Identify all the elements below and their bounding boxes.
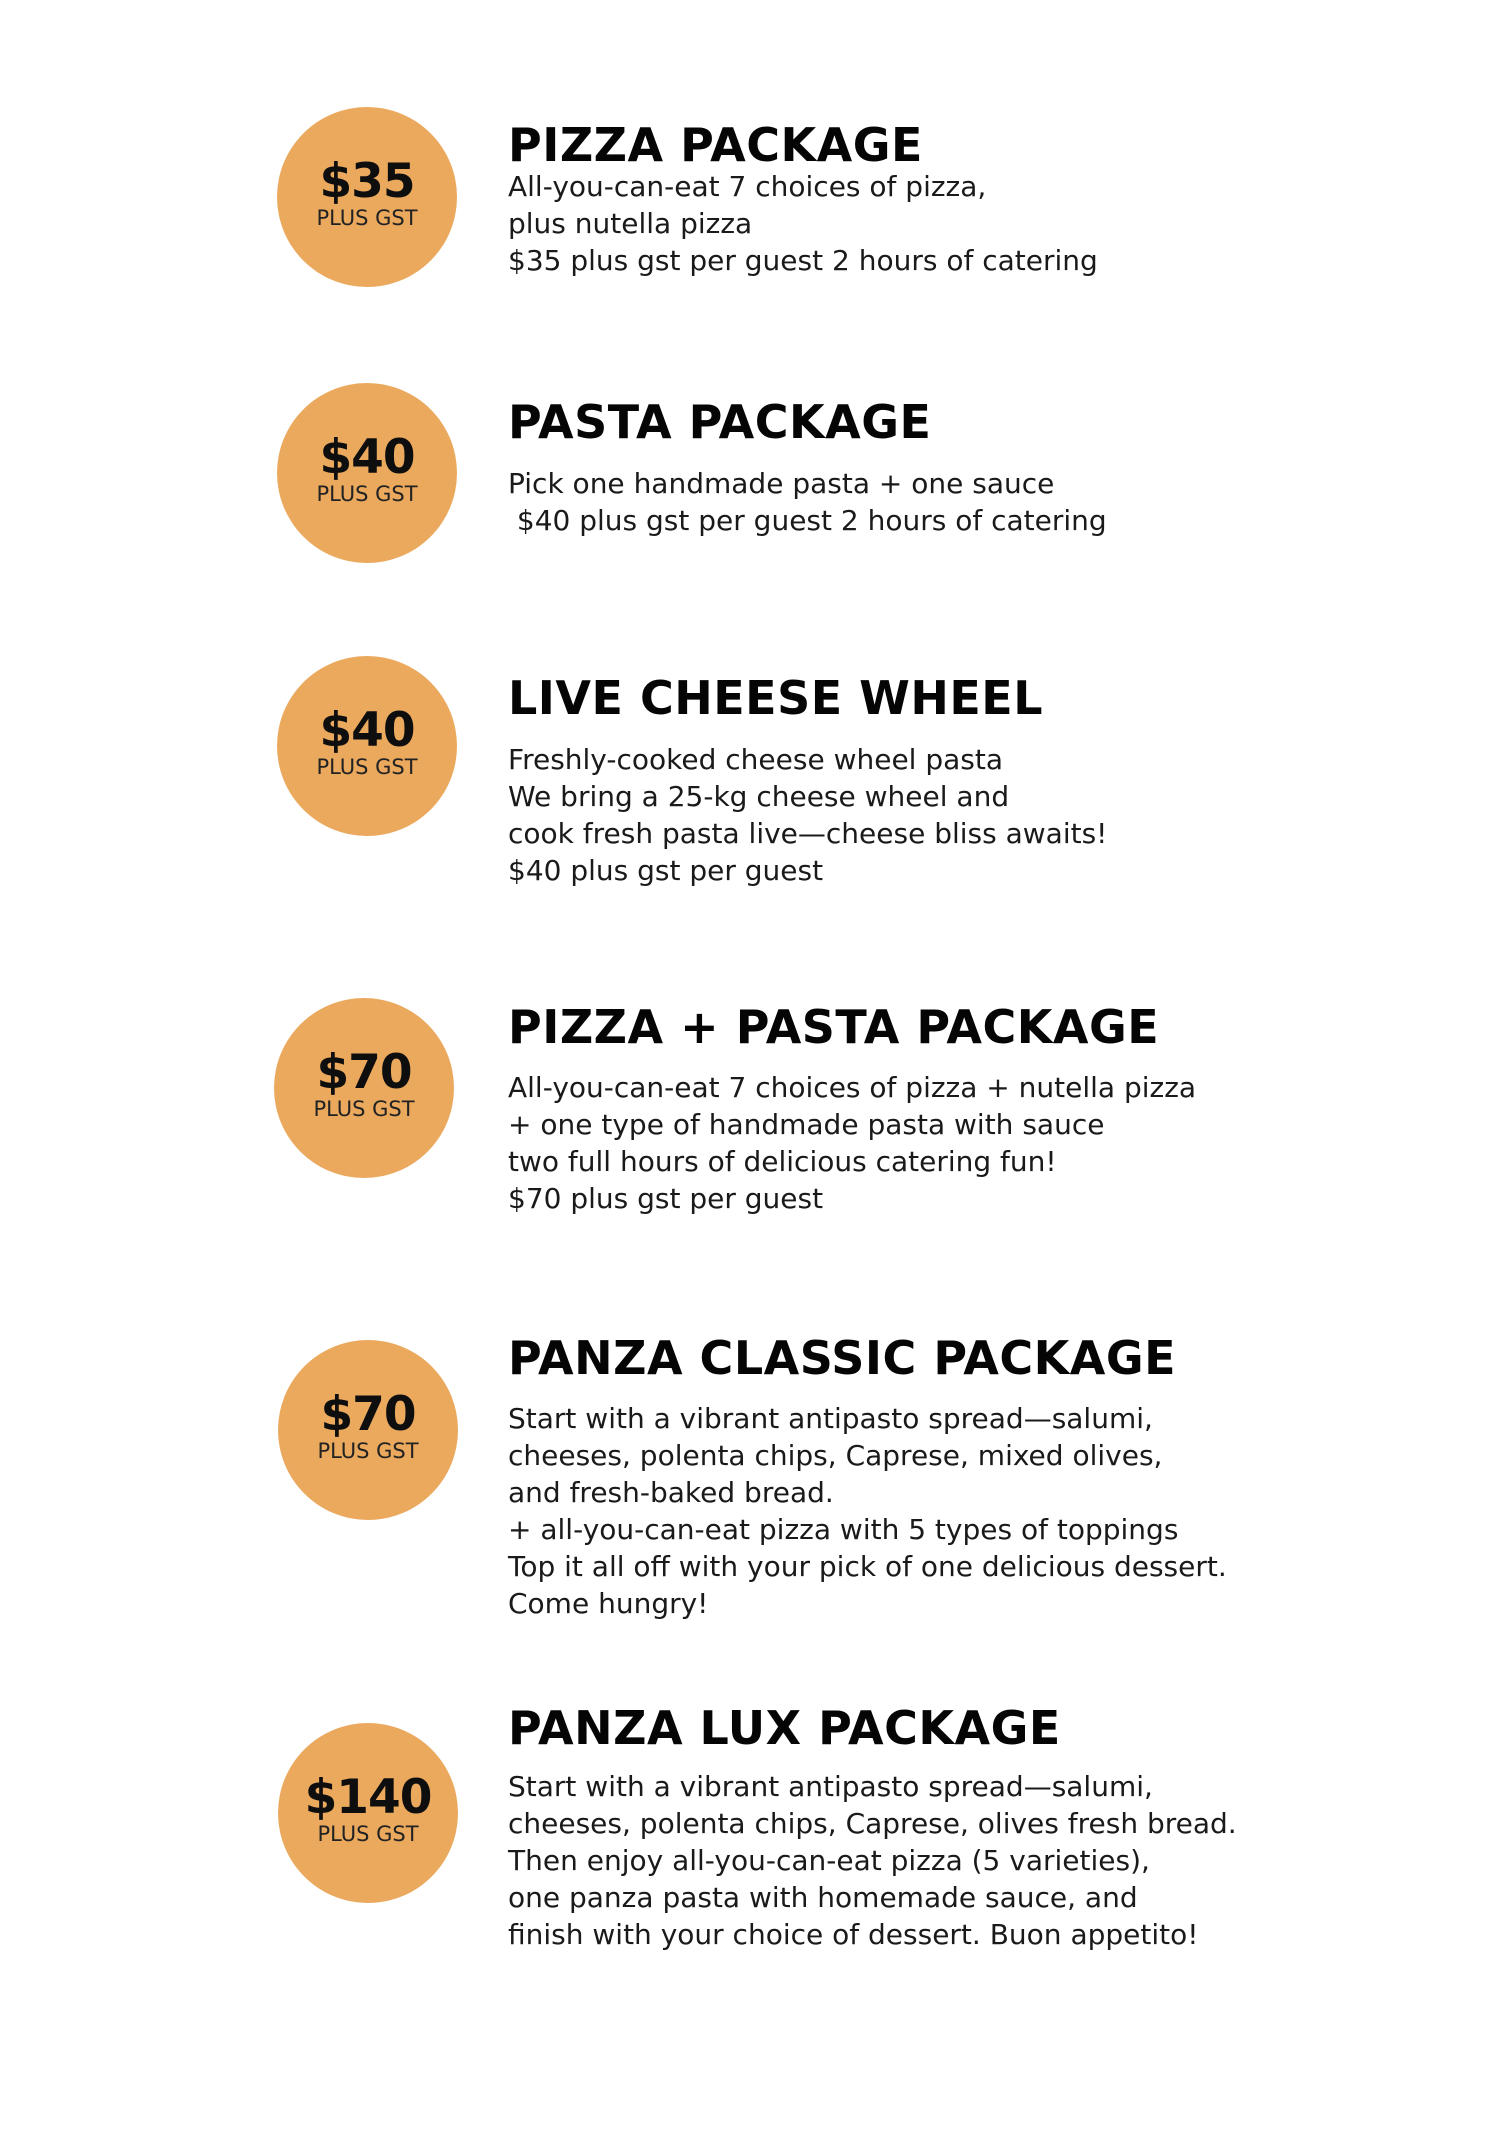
package-description <box>508 741 1107 889</box>
description-line: Pick one handmade pasta + one sauce <box>508 467 1055 500</box>
price-badge <box>278 1340 458 1520</box>
description-line: All-you-can-eat 7 choices of pizza + nutella pizza <box>508 1071 1197 1104</box>
description-line: Come hungry! <box>508 1587 709 1620</box>
description-line: two full hours of delicious catering fun! <box>508 1145 1057 1178</box>
price-amount: $40 <box>319 430 415 485</box>
description-line: cheeses, polenta chips, Caprese, mixed olives, <box>508 1439 1163 1472</box>
price-amount: $70 <box>320 1387 416 1442</box>
description-line: Top it all off with your pick of one delicious dessert. <box>508 1550 1227 1583</box>
description-line: + one type of handmade pasta with sauce <box>508 1108 1105 1141</box>
description-line: $70 plus gst per guest <box>508 1182 824 1215</box>
price-amount: $40 <box>319 703 415 758</box>
description-line: We bring a 25-kg cheese wheel and <box>508 780 1010 813</box>
description-line: plus nutella pizza <box>508 207 753 240</box>
price-tax-label: PLUS GST <box>317 1439 419 1463</box>
description-line: $40 plus gst per guest 2 hours of catering <box>508 504 1107 537</box>
price-tax-label: PLUS GST <box>316 755 418 779</box>
package-title: PANZA CLASSIC PACKAGE <box>508 1331 1177 1385</box>
description-line: and fresh-baked bread. <box>508 1476 834 1509</box>
description-line: $35 plus gst per guest 2 hours of catering <box>508 244 1098 277</box>
package-title: PIZZA PACKAGE <box>508 118 923 172</box>
price-tax-label: PLUS GST <box>317 1822 419 1846</box>
package-description <box>508 1069 1196 1217</box>
package-description <box>508 168 1098 279</box>
price-badge <box>278 1723 458 1903</box>
description-line: $40 plus gst per guest <box>508 854 824 887</box>
description-line: All-you-can-eat 7 choices of pizza, <box>508 170 987 203</box>
package-title: PASTA PACKAGE <box>508 395 932 449</box>
description-line: Start with a vibrant antipasto spread—salumi, <box>508 1770 1153 1803</box>
price-amount: $70 <box>316 1045 412 1100</box>
description-line: Then enjoy all-you-can-eat pizza (5 varieties), <box>508 1844 1150 1877</box>
price-badge <box>277 383 457 563</box>
description-line: Freshly-cooked cheese wheel pasta <box>508 743 1004 776</box>
price-amount: $140 <box>304 1770 432 1825</box>
price-tax-label: PLUS GST <box>313 1097 415 1121</box>
price-badge <box>277 107 457 287</box>
description-line: cook fresh pasta live—cheese bliss awaits! <box>508 817 1108 850</box>
description-line: finish with your choice of dessert. Buon appetito! <box>508 1918 1199 1951</box>
description-line: one panza pasta with homemade sauce, and <box>508 1881 1138 1914</box>
package-description <box>508 465 1107 539</box>
price-amount: $35 <box>319 154 415 209</box>
package-title: PIZZA + PASTA PACKAGE <box>508 1000 1160 1054</box>
package-title: LIVE CHEESE WHEEL <box>508 671 1044 725</box>
package-description <box>508 1400 1227 1622</box>
description-line: + all-you-can-eat pizza with 5 types of toppings <box>508 1513 1179 1546</box>
package-description <box>508 1768 1237 1953</box>
price-badge <box>274 998 454 1178</box>
description-line: cheeses, polenta chips, Caprese, olives fresh bread. <box>508 1807 1237 1840</box>
description-line: Start with a vibrant antipasto spread—salumi, <box>508 1402 1153 1435</box>
package-title: PANZA LUX PACKAGE <box>508 1701 1061 1755</box>
price-tax-label: PLUS GST <box>316 206 418 230</box>
price-badge <box>277 656 457 836</box>
price-tax-label: PLUS GST <box>316 482 418 506</box>
